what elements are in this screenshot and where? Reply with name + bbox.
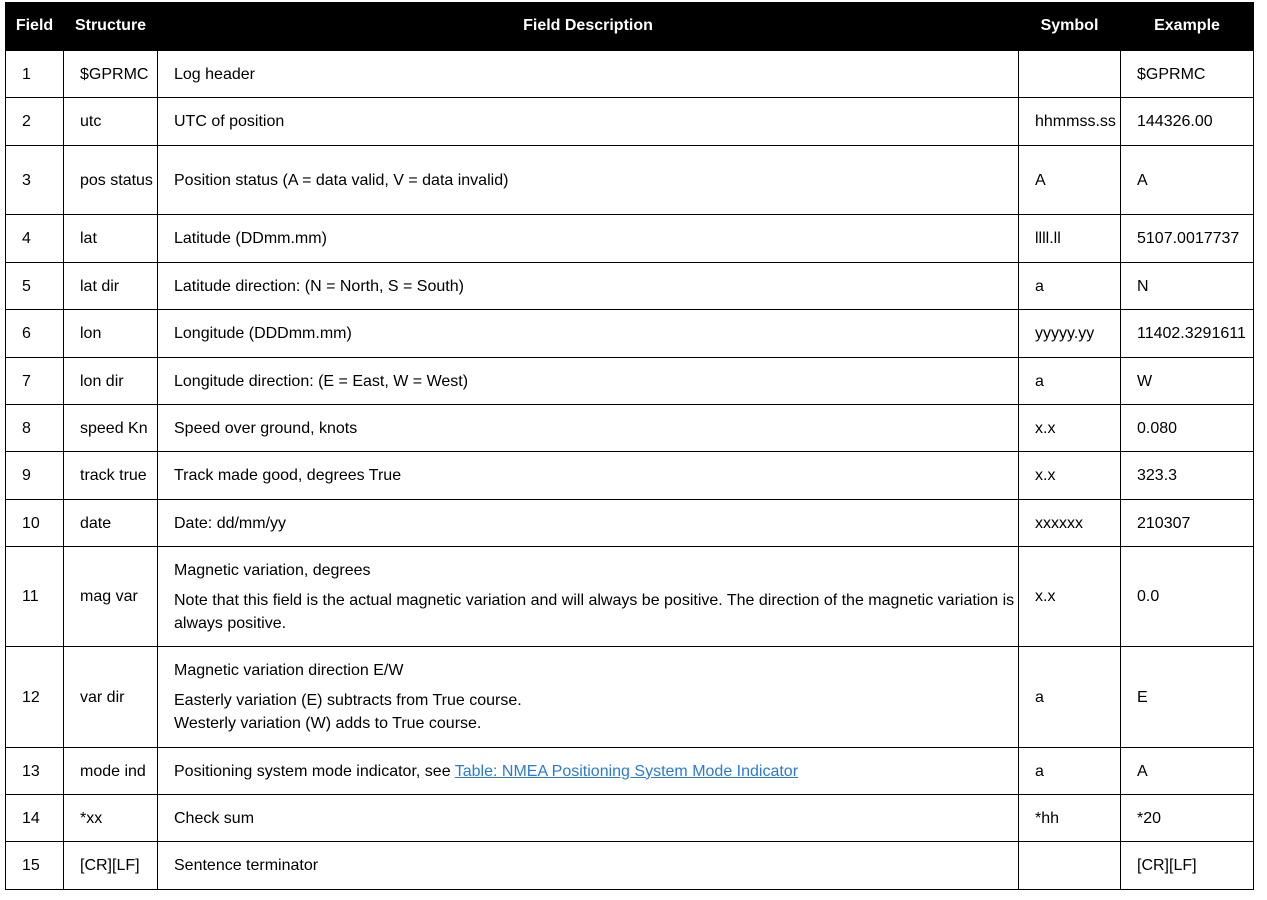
cell-field: 6	[6, 310, 64, 358]
cell-field: 2	[6, 98, 64, 146]
cell-structure: utc	[64, 98, 158, 146]
cell-structure: track true	[64, 452, 158, 500]
cell-symbol: yyyyy.yy	[1019, 310, 1121, 358]
cell-example: A	[1121, 146, 1254, 215]
cell-example: [CR][LF]	[1121, 842, 1254, 890]
table-row	[6, 215, 1254, 263]
cell-description	[158, 748, 1019, 795]
cell-example: 0.0	[1121, 547, 1254, 647]
cell-field: 4	[6, 215, 64, 263]
cell-structure: [CR][LF]	[64, 842, 158, 890]
header-structure: Structure	[64, 2, 158, 51]
description-line: Latitude direction: (N = North, S = South)	[174, 277, 464, 295]
cell-example: 11402.3291611	[1121, 310, 1254, 358]
cell-symbol: llll.ll	[1019, 215, 1121, 263]
description-line: Speed over ground, knots	[174, 419, 358, 437]
cell-field: 8	[6, 405, 64, 452]
description-line: Longitude direction: (E = East, W = West)	[174, 372, 469, 390]
cell-description	[158, 215, 1019, 263]
cell-structure: mag var	[64, 547, 158, 647]
cell-symbol: x.x	[1019, 452, 1121, 500]
cell-example: $GPRMC	[1121, 51, 1254, 98]
cell-description	[158, 405, 1019, 452]
cell-description	[158, 647, 1019, 748]
cell-description	[158, 51, 1019, 98]
description-line: Date: dd/mm/yy	[174, 514, 287, 532]
cell-symbol: a	[1019, 748, 1121, 795]
description-line: Note that this field is the actual magnetic variation and will always be positive. The direction of the magnetic variation is always positive.	[174, 591, 1015, 632]
cell-symbol: x.x	[1019, 547, 1121, 647]
cell-structure: lon dir	[64, 358, 158, 405]
cell-structure: var dir	[64, 647, 158, 748]
cell-structure: $GPRMC	[64, 51, 158, 98]
table-row	[6, 146, 1254, 215]
table-row	[6, 647, 1254, 748]
cell-description	[158, 795, 1019, 842]
cell-structure: speed Kn	[64, 405, 158, 452]
cell-example: 144326.00	[1121, 98, 1254, 146]
mode-indicator-table-link[interactable]: Table: NMEA Positioning System Mode Indicator	[454, 762, 799, 780]
header-description: Field Description	[158, 2, 1019, 51]
cell-field: 12	[6, 647, 64, 748]
table-body	[6, 51, 1254, 890]
cell-symbol: *hh	[1019, 795, 1121, 842]
table-row	[6, 310, 1254, 358]
description-line: Easterly variation (E) subtracts from True course.	[174, 692, 522, 709]
cell-example: N	[1121, 263, 1254, 310]
cell-symbol: a	[1019, 263, 1121, 310]
description-line: Magnetic variation, degrees	[174, 561, 371, 579]
cell-field: 13	[6, 748, 64, 795]
cell-structure: lat	[64, 215, 158, 263]
table-row	[6, 795, 1254, 842]
cell-field: 14	[6, 795, 64, 842]
cell-description	[158, 310, 1019, 358]
table-row	[6, 842, 1254, 890]
table-row	[6, 405, 1254, 452]
cell-description	[158, 358, 1019, 405]
table-row	[6, 500, 1254, 547]
cell-example: *20	[1121, 795, 1254, 842]
header-field: Field	[6, 2, 64, 51]
cell-description	[158, 500, 1019, 547]
cell-structure: lat dir	[64, 263, 158, 310]
table-row	[6, 98, 1254, 146]
cell-example: 0.080	[1121, 405, 1254, 452]
description-line	[174, 760, 1018, 783]
table-row	[6, 263, 1254, 310]
cell-field: 3	[6, 146, 64, 215]
description-line: Latitude (DDmm.mm)	[174, 230, 327, 247]
cell-field: 5	[6, 263, 64, 310]
cell-symbol: xxxxxx	[1019, 500, 1121, 547]
cell-field: 1	[6, 51, 64, 98]
cell-description	[158, 452, 1019, 500]
cell-description	[158, 146, 1019, 215]
description-line: Track made good, degrees True	[174, 467, 402, 484]
cell-example: E	[1121, 647, 1254, 748]
description-line: Longitude (DDDmm.mm)	[174, 325, 352, 342]
cell-structure: lon	[64, 310, 158, 358]
description-line: UTC of position	[174, 113, 285, 130]
table-row	[6, 358, 1254, 405]
cell-description	[158, 98, 1019, 146]
cell-field: 9	[6, 452, 64, 500]
table-row	[6, 547, 1254, 647]
cell-field: 11	[6, 547, 64, 647]
cell-symbol	[1019, 51, 1121, 98]
description-line: Check sum	[174, 809, 255, 827]
cell-symbol: A	[1019, 146, 1121, 215]
cell-example: 5107.0017737	[1121, 215, 1254, 263]
header-symbol: Symbol	[1019, 2, 1121, 51]
description-line: Position status (A = data valid, V = data invalid)	[174, 171, 509, 189]
table-row	[6, 452, 1254, 500]
cell-example: 323.3	[1121, 452, 1254, 500]
cell-description	[158, 263, 1019, 310]
table-row	[6, 51, 1254, 98]
description-line: Magnetic variation direction E/W	[174, 662, 404, 679]
cell-symbol: a	[1019, 358, 1121, 405]
cell-example: A	[1121, 748, 1254, 795]
cell-example: W	[1121, 358, 1254, 405]
description-line: Log header	[174, 65, 255, 83]
cell-example: 210307	[1121, 500, 1254, 547]
cell-structure: pos status	[64, 146, 158, 215]
cell-symbol: x.x	[1019, 405, 1121, 452]
cell-symbol	[1019, 842, 1121, 890]
table-row	[6, 748, 1254, 795]
cell-symbol: a	[1019, 647, 1121, 748]
cell-field: 15	[6, 842, 64, 890]
cell-field: 10	[6, 500, 64, 547]
description-line: Sentence terminator	[174, 857, 319, 874]
cell-symbol: hhmmss.ss	[1019, 98, 1121, 146]
cell-field: 7	[6, 358, 64, 405]
gprmc-field-table	[5, 2, 1254, 890]
header-example: Example	[1121, 2, 1254, 51]
description-line: Westerly variation (W) adds to True course.	[174, 715, 482, 732]
cell-description	[158, 547, 1019, 647]
cell-description	[158, 842, 1019, 890]
table-header-row	[6, 2, 1254, 51]
cell-structure: *xx	[64, 795, 158, 842]
cell-structure: date	[64, 500, 158, 547]
cell-structure: mode ind	[64, 748, 158, 795]
description-text: Positioning system mode indicator, see	[174, 762, 455, 780]
